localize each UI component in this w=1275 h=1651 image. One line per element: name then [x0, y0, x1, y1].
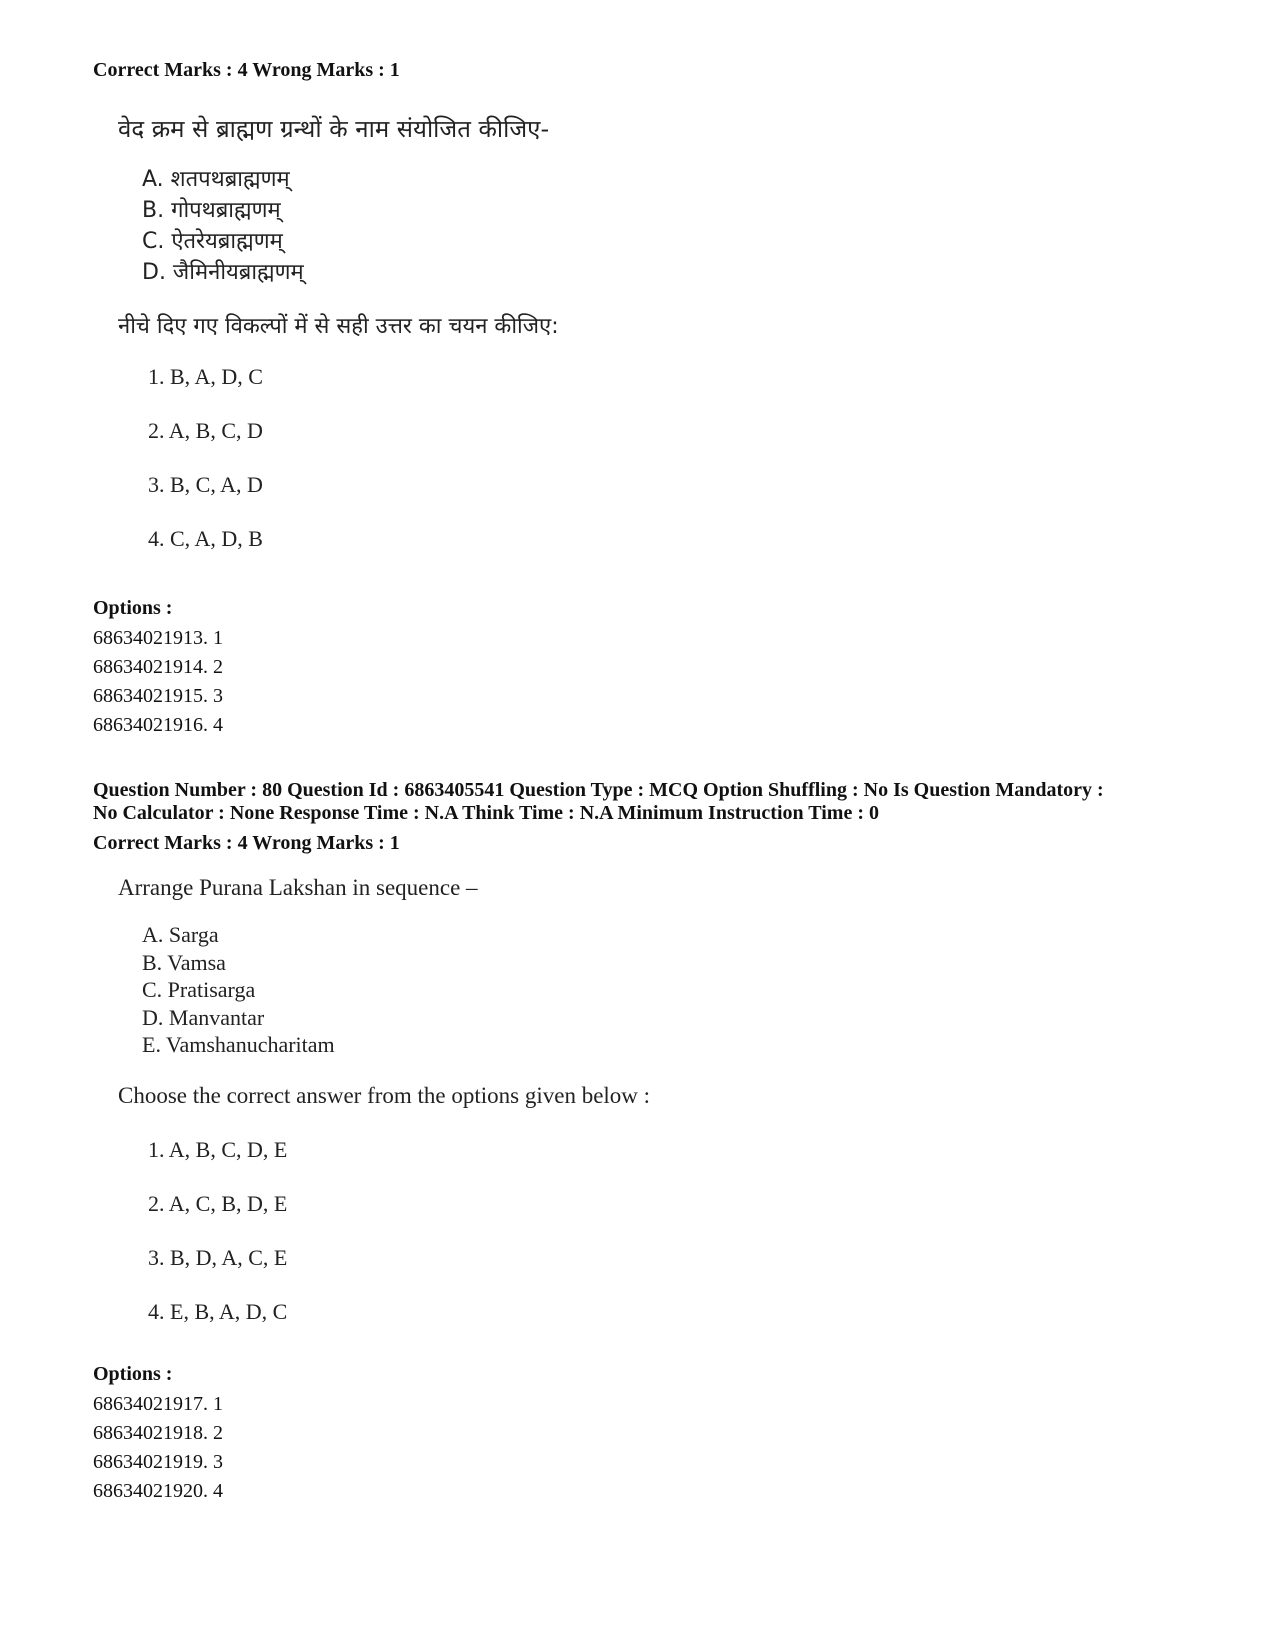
- option-id-7: 68634021919. 3: [93, 1451, 223, 1473]
- option-id-5: 68634021917. 1: [93, 1393, 223, 1415]
- question-2-item-d: D. Manvantar: [142, 1004, 265, 1030]
- question-1-item-a: A. शतपथब्राह्मणम्: [142, 167, 290, 192]
- question-1-image: [118, 112, 559, 551]
- question-2-item-b: B. Vamsa: [142, 949, 226, 975]
- option-id-2: 68634021914. 2: [93, 656, 223, 678]
- option-id-1: 68634021913. 1: [93, 627, 223, 649]
- options-list-2: [93, 1390, 223, 1506]
- question-2-stem: Arrange Purana Lakshan in sequence –: [118, 875, 478, 900]
- question-header-line-2: No Calculator : None Response Time : N.A Think Time : N.A Minimum Instruction Time : 0: [93, 802, 879, 824]
- options-label-1: Options :: [93, 597, 173, 619]
- question-2-answer-2: 2. A, C, B, D, E: [148, 1191, 288, 1216]
- question-1-item-b: B. गोपथब्राह्मणम्: [142, 198, 281, 223]
- question-1-answer-4: 4. C, A, D, B: [148, 526, 263, 551]
- question-1-answer-1: 1. B, A, D, C: [148, 364, 263, 389]
- option-id-3: 68634021915. 3: [93, 685, 223, 707]
- question-1-stem: वेद क्रम से ब्राह्मण ग्रन्थों के नाम संयोजित कीजिए-: [118, 115, 550, 143]
- options-label-2: Options :: [93, 1363, 173, 1385]
- option-id-6: 68634021918. 2: [93, 1422, 223, 1444]
- question-1-answer-2: 2. A, B, C, D: [148, 418, 263, 443]
- question-1-item-d: D. जैमिनीयब्राह्मणम्: [142, 260, 304, 285]
- question-2-item-e: E. Vamshanucharitam: [142, 1032, 335, 1057]
- marks-line-2: Correct Marks : 4 Wrong Marks : 1: [93, 832, 400, 854]
- question-header-line-1: Question Number : 80 Question Id : 6863405541 Question Type : MCQ Option Shuffling : No Is Question Mandatory :: [93, 779, 1104, 801]
- question-1-answers: [148, 364, 263, 580]
- question-2-answer-3: 3. B, D, A, C, E: [148, 1245, 288, 1270]
- question-1-instruction: नीचे दिए गए विकल्पों में से सही उत्तर का चयन कीजिए:: [118, 314, 559, 339]
- question-2-image: [118, 875, 651, 1324]
- question-2-instruction: Choose the correct answer from the options given below :: [118, 1083, 651, 1108]
- question-2-answers: [148, 1137, 287, 1353]
- question-2-item-a: A. Sarga: [142, 922, 219, 947]
- question-1-answer-3: 3. B, C, A, D: [148, 472, 263, 497]
- question-2-items: [142, 921, 335, 1059]
- question-2-answer-4: 4. E, B, A, D, C: [148, 1299, 288, 1324]
- question-2-item-c: C. Pratisarga: [142, 977, 256, 1002]
- option-id-4: 68634021916. 4: [93, 714, 223, 736]
- question-2-answer-1: 1. A, B, C, D, E: [148, 1137, 288, 1162]
- question-1-item-c: C. ऐतरेयब्राह्मणम्: [142, 229, 283, 254]
- option-id-8: 68634021920. 4: [93, 1480, 223, 1502]
- options-list-1: [93, 624, 223, 740]
- marks-line-1: Correct Marks : 4 Wrong Marks : 1: [93, 59, 400, 81]
- question-1-items: [142, 164, 304, 288]
